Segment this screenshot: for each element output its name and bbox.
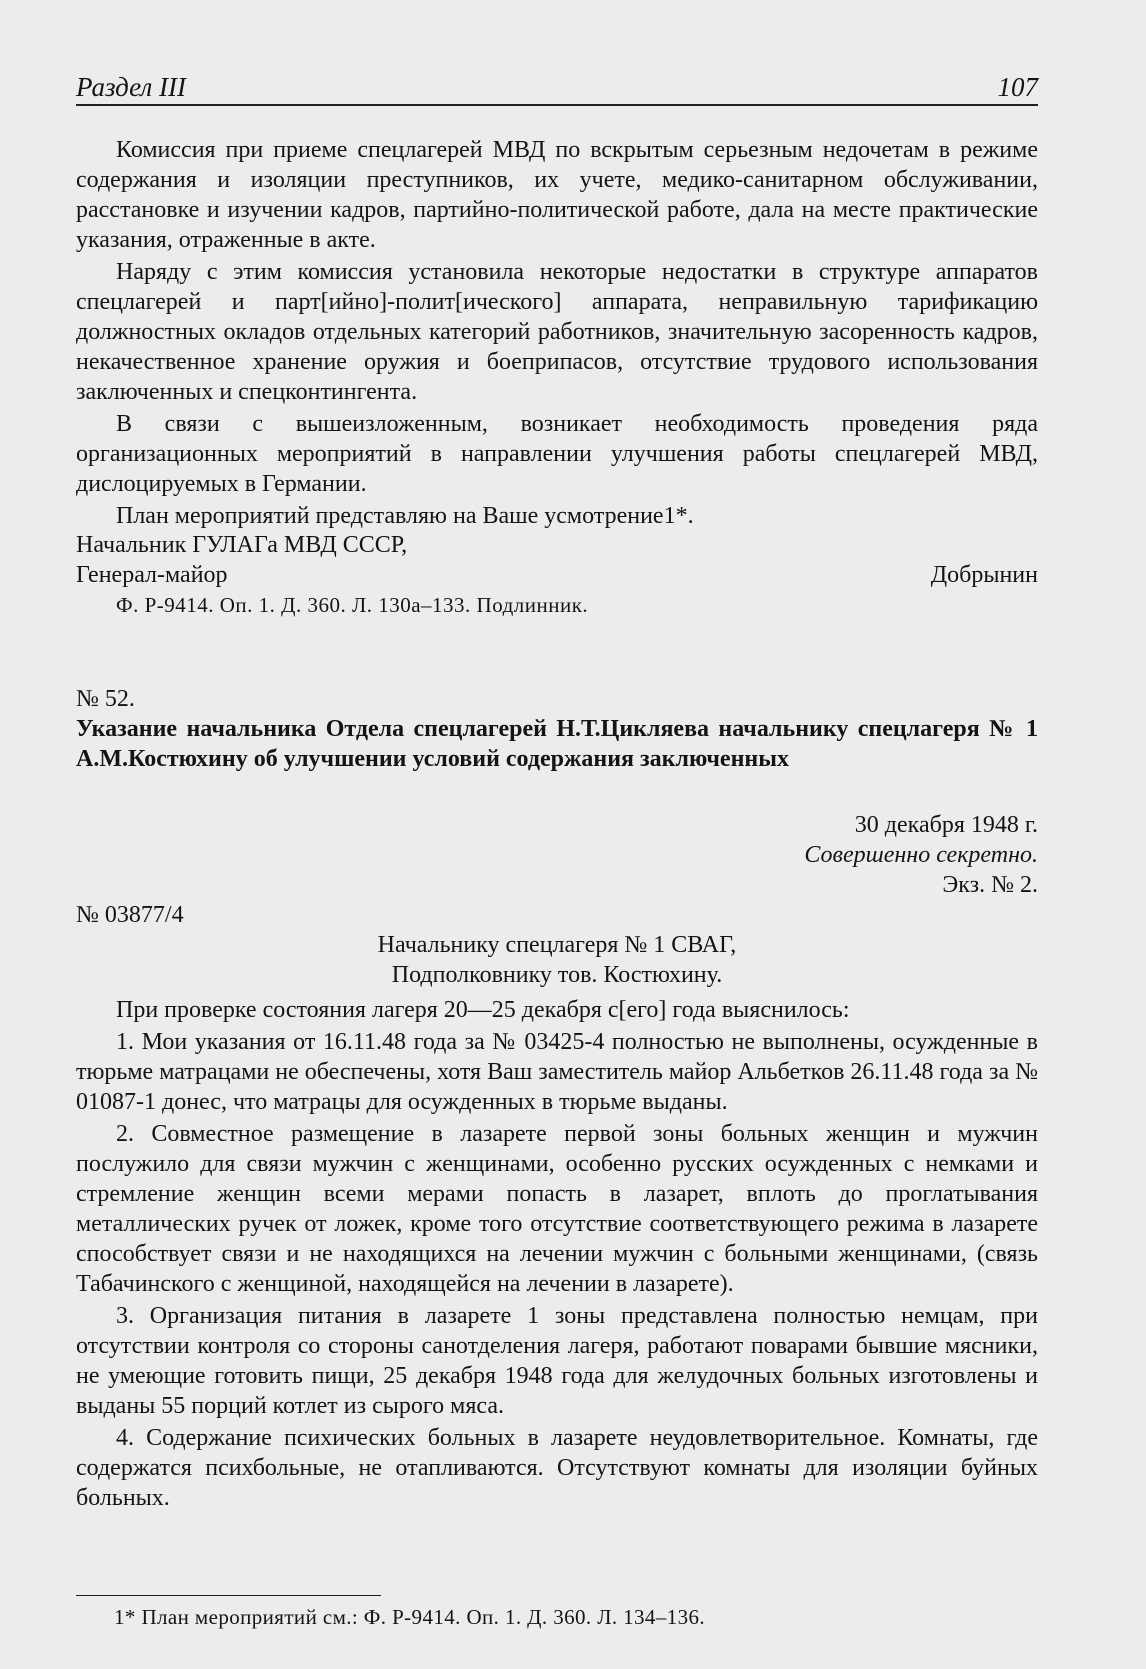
paragraph: При проверке состояния лагеря 20—25 декабря с[его] года выяснилось: (116, 997, 850, 1023)
document-body (76, 995, 1038, 1515)
page-number: 107 (997, 72, 1038, 102)
body-top (76, 135, 1038, 533)
document-heading (76, 684, 1038, 774)
document-date: 30 декабря 1948 г. (854, 812, 1038, 838)
document-number: № 52. (76, 686, 135, 712)
footnote-divider (76, 1595, 381, 1596)
paragraph: 2. Совместное размещение в лазарете первой зоны больных женщин и мужчин послужило для связи мужчин с женщинами, особенно русских осужденных с немками и стремление женщин всеми мерами попасть в лазарет, вплоть до проглатывания металлических ручек от ложек, кроме того отсутствие соответствующего режима в лазарете способствует связи и не находящихся на лечении мужчин с больными женщинами, (связь Табачинского с женщиной, находящейся на лечении в лазарете). (76, 1121, 1038, 1297)
paragraph: Комиссия при приеме спецлагерей МВД по вскрытым серьезным недочетам в режиме содержания и изоляции преступников, их учете, медико-санитарном обслуживании, расстановке и изучении кадров, партийно-политической работе, дала на месте практические указания, отраженные в акте. (76, 137, 1038, 253)
paragraph: Наряду с этим комиссия установила некоторые недостатки в структуре аппаратов спецлагерей и парт[ийно]-полит[ического] аппарата, неправильную тарификацию должностных окладов отдельных категорий работников, значительную засоренность кадров, некачественное хранение оружия и боеприпасов, отсутствие трудового использования заключенных и спецконтингента. (76, 259, 1038, 405)
archive-source: Ф. Р-9414. Оп. 1. Д. 360. Л. 130а–133. Подлинник. (116, 593, 589, 617)
paragraph: План мероприятий представляю на Ваше усмотрение1*. (116, 503, 694, 529)
paragraph: 1. Мои указания от 16.11.48 года за № 03425-4 полностью не выполнены, осужденные в тюрьме матрацами не обеспечены, хотя Ваш заместитель майор Альбетков 26.11.48 года за № 01087-1 донес, что матрацы для осужденных в тюрьме выданы. (76, 1029, 1038, 1115)
document-meta (76, 810, 1038, 990)
footnote: 1* План мероприятий см.: Ф. Р-9414. Оп. 1. Д. 360. Л. 134–136. (114, 1605, 706, 1629)
classification: Совершенно секретно. (804, 842, 1038, 868)
signature-title-1: Начальник ГУЛАГа МВД СССР, (76, 532, 408, 558)
signature-block (76, 530, 1038, 620)
reference-number: № 03877/4 (76, 902, 184, 928)
signature-line (76, 560, 1038, 590)
addressee-line-1: Начальнику спецлагеря № 1 СВАГ, (377, 932, 737, 958)
section-title: Раздел III (76, 72, 186, 102)
signature-title-2: Генерал-майор (76, 562, 228, 588)
paragraph: В связи с вышеизложенным, возникает необходимость проведения ряда организационных мероприятий в направлении улучшения работы спецлагерей МВД, дислоцируемых в Германии. (76, 411, 1038, 497)
addressee-line-2: Подполковнику тов. Костюхину. (391, 962, 723, 988)
paragraph: 3. Организация питания в лазарете 1 зоны представлена полностью немцам, при отсутствии контроля со стороны санотделения лагеря, работают поварами бывшие мясники, не умеющие готовить пищи, 25 декабря 1948 года для желудочных больных изготовлены и выданы 55 порций котлет из сырого мяса. (76, 1303, 1038, 1419)
paragraph: 4. Содержание психических больных в лазарете неудовлетворительное. Комнаты, где содержатся психбольные, не отапливаются. Отсутствуют комнаты для изоляции буйных больных. (76, 1425, 1038, 1511)
copy-number: Экз. № 2. (942, 872, 1038, 898)
signature-name: Добрынин (930, 562, 1038, 588)
document-title: Указание начальника Отдела спецлагерей Н.Т.Цикляева начальнику спецлагеря № 1 А.М.Костюхину об улучшении условий содержания заключенных (76, 716, 1038, 772)
running-header (76, 68, 1038, 106)
